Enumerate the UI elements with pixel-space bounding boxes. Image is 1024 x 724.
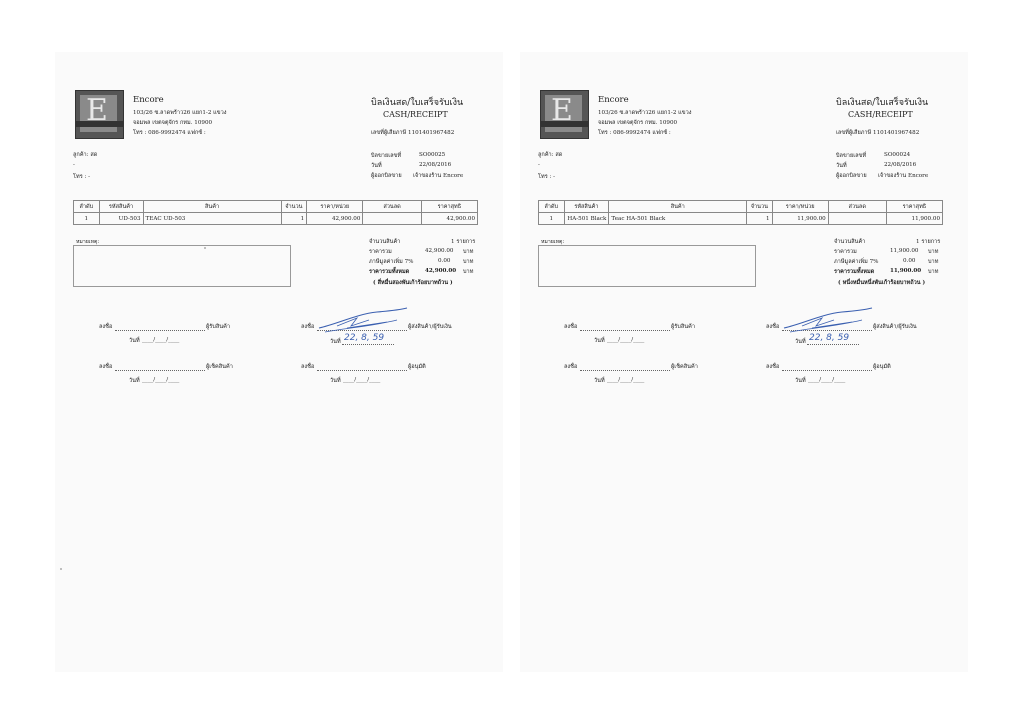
- summary-subtotal-value: 42,900.00: [425, 248, 454, 254]
- col-header-code: รหัสสินค้า: [99, 201, 143, 213]
- cell-code: HA-501 Black: [564, 213, 609, 225]
- summary-vat-value: 0.00: [903, 258, 916, 264]
- summary-count-value: 1 รายการ: [451, 239, 476, 245]
- approver-date-blank: ____/____/____: [808, 377, 846, 383]
- checker-date-label: วันที่: [129, 378, 140, 384]
- company-name: Encore: [133, 95, 164, 105]
- sign-label-approver: ลงชื่อ: [766, 364, 780, 370]
- col-header-unit-price: ราคา/หน่วย: [307, 201, 363, 213]
- cell-unit-price: 42,900.00: [307, 213, 363, 225]
- items-header-row: [74, 201, 478, 213]
- bill-date: 22/08/2016: [884, 162, 917, 168]
- sign-label-checker: ลงชื่อ: [564, 364, 578, 370]
- cell-discount: [828, 213, 886, 225]
- customer-phone: โทร : -: [538, 174, 556, 180]
- cell-net: 11,900.00: [886, 213, 942, 225]
- approver-date-label: วันที่: [795, 378, 806, 384]
- customer-phone: โทร : -: [73, 174, 91, 180]
- summary-total-unit: บาท: [463, 269, 474, 275]
- issuer-label: ผู้ออกบิลขาย: [371, 173, 402, 179]
- issuer: เจ้าของร้าน Encore: [878, 173, 929, 179]
- checker-date-label: วันที่: [594, 378, 605, 384]
- signature-mark: [317, 306, 409, 334]
- summary-count-value: 1 รายการ: [916, 239, 941, 245]
- col-header-unit-price: ราคา/หน่วย: [772, 201, 828, 213]
- items-table: [538, 200, 943, 225]
- note-label: หมายเหตุ:: [541, 239, 565, 245]
- sign-label-approver: ลงชื่อ: [301, 364, 315, 370]
- date-label: วันที่: [371, 163, 382, 169]
- company-phone: โทร : 086-9992474 แฟกซ์ :: [598, 130, 671, 136]
- receiver-role: ผู้รับสินค้า: [206, 324, 230, 330]
- summary-total-value: 42,900.00: [425, 268, 457, 274]
- customer-label: ลูกค้า: สด: [73, 152, 98, 158]
- cell-no: 1: [539, 213, 565, 225]
- col-header-net: ราคาสุทธิ: [886, 201, 942, 213]
- items-table: [73, 200, 478, 225]
- summary-count-label: จำนวนสินค้า: [369, 239, 401, 245]
- col-header-product: สินค้า: [143, 201, 281, 213]
- summary-vat-label: ภาษีมูลค่าเพิ่ม 7%: [834, 259, 879, 265]
- cell-qty: 1: [281, 213, 307, 225]
- company-address-line1: 103/26 ซ.ลาดพร้าว26 แยก1-2 แขวง: [133, 110, 227, 116]
- receiver-role: ผู้รับสินค้า: [671, 324, 695, 330]
- summary-vat-unit: บาท: [463, 259, 474, 265]
- summary-subtotal-unit: บาท: [463, 249, 474, 255]
- sign-label-checker: ลงชื่อ: [99, 364, 113, 370]
- summary-vat-label: ภาษีมูลค่าเพิ่ม 7%: [369, 259, 414, 265]
- cell-qty: 1: [747, 213, 773, 225]
- note-label: หมายเหตุ:: [76, 239, 100, 245]
- handwritten-date: 22, 8, 59: [344, 333, 385, 343]
- approver-role: ผู้อนุมัติ: [873, 364, 891, 370]
- summary-total-label: ราคารวมทั้งหมด: [369, 269, 410, 275]
- company-address-line1: 103/26 ซ.ลาดพร้าว26 แยก1-2 แขวง: [598, 110, 692, 116]
- col-header-no: ลำดับ: [539, 201, 565, 213]
- summary-subtotal-label: ราคารวม: [834, 249, 857, 255]
- customer-dash: -: [538, 162, 540, 168]
- col-header-qty: จำนวน: [747, 201, 773, 213]
- summary-vat-unit: บาท: [928, 259, 939, 265]
- summary-total-text: ( หนึ่งหมื่นหนึ่งพันเก้าร้อยบาทถ้วน ): [838, 280, 926, 286]
- receiver-date-blank: ____/____/____: [142, 337, 180, 343]
- bill-no: SO00025: [419, 152, 446, 158]
- cell-code: UD-503: [99, 213, 143, 225]
- checker-date-blank: ____/____/____: [607, 377, 645, 383]
- signature-mark: [782, 306, 874, 334]
- approver-role: ผู้อนุมัติ: [408, 364, 426, 370]
- col-header-code: รหัสสินค้า: [564, 201, 609, 213]
- cell-discount: [363, 213, 421, 225]
- summary-count-label: จำนวนสินค้า: [834, 239, 866, 245]
- sender-payee-role: ผู้ส่งสินค้า/ผู้รับเงิน: [873, 324, 917, 330]
- sign-label-receiver: ลงชื่อ: [564, 324, 578, 330]
- col-header-no: ลำดับ: [74, 201, 100, 213]
- items-header-row: [539, 201, 943, 213]
- receipt-sheet-left: [55, 52, 503, 672]
- company-address-line2: จอมพล เขตจตุจักร กทม. 10900: [133, 120, 213, 126]
- doc-title-en: CASH/RECEIPT: [848, 110, 913, 119]
- doc-title-th: บิลเงินสด/ใบเสร็จรับเงิน: [836, 98, 929, 108]
- sender-payee-role: ผู้ส่งสินค้า/ผู้รับเงิน: [408, 324, 452, 330]
- summary-total-value: 11,900.00: [890, 268, 922, 274]
- sign-label-sender: ลงชื่อ: [766, 324, 780, 330]
- company-logo: E: [540, 90, 589, 139]
- issuer-label: ผู้ออกบิลขาย: [836, 173, 867, 179]
- company-logo: E: [75, 90, 124, 139]
- handwritten-date: 22, 8, 59: [809, 333, 850, 343]
- note-box: [73, 239, 291, 287]
- col-header-product: สินค้า: [609, 201, 747, 213]
- bill-no-label: บิลขายเลขที่: [371, 153, 402, 159]
- receiver-date-label: วันที่: [594, 338, 605, 344]
- approver-date-label: วันที่: [330, 378, 341, 384]
- col-header-discount: ส่วนลด: [828, 201, 886, 213]
- cell-net: 42,900.00: [421, 213, 477, 225]
- table-row: [74, 213, 478, 225]
- customer-label: ลูกค้า: สด: [538, 152, 563, 158]
- tax-id: เลขที่ผู้เสียภาษี 1101401967482: [836, 130, 920, 136]
- summary-total-text: ( สี่หมื่นสองพันเก้าร้อยบาทถ้วน ): [373, 280, 453, 286]
- checker-role: ผู้เช็คสินค้า: [671, 364, 698, 370]
- receipt-sheet-right: [520, 52, 968, 672]
- issuer: เจ้าของร้าน Encore: [413, 173, 464, 179]
- sender-date-label: วันที่: [795, 339, 806, 345]
- tax-id: เลขที่ผู้เสียภาษี 1101401967482: [371, 130, 455, 136]
- doc-title-th: บิลเงินสด/ใบเสร็จรับเงิน: [371, 98, 464, 108]
- table-row: [539, 213, 943, 225]
- customer-dash: -: [73, 162, 75, 168]
- checker-date-blank: ____/____/____: [142, 377, 180, 383]
- sign-label-receiver: ลงชื่อ: [99, 324, 113, 330]
- cell-no: 1: [74, 213, 100, 225]
- bill-no: SO00024: [884, 152, 911, 158]
- summary-total-label: ราคารวมทั้งหมด: [834, 269, 875, 275]
- date-label: วันที่: [836, 163, 847, 169]
- sign-label-sender: ลงชื่อ: [301, 324, 315, 330]
- cell-unit-price: 11,900.00: [772, 213, 828, 225]
- approver-date-blank: ____/____/____: [343, 377, 381, 383]
- receiver-date-blank: ____/____/____: [607, 337, 645, 343]
- company-address-line2: จอมพล เขตจตุจักร กทม. 10900: [598, 120, 678, 126]
- doc-title-en: CASH/RECEIPT: [383, 110, 448, 119]
- company-name: Encore: [598, 95, 629, 105]
- note-box: [538, 239, 756, 287]
- summary-subtotal-value: 11,900.00: [890, 248, 919, 254]
- cell-product: Teac HA-501 Black: [609, 213, 747, 225]
- summary-subtotal-unit: บาท: [928, 249, 939, 255]
- receiver-date-label: วันที่: [129, 338, 140, 344]
- summary-subtotal-label: ราคารวม: [369, 249, 392, 255]
- bill-no-label: บิลขายเลขที่: [836, 153, 867, 159]
- cell-product: TEAC UD-503: [143, 213, 281, 225]
- company-phone: โทร : 086-9992474 แฟกซ์ :: [133, 130, 206, 136]
- summary-vat-value: 0.00: [438, 258, 451, 264]
- checker-role: ผู้เช็คสินค้า: [206, 364, 233, 370]
- bill-date: 22/08/2016: [419, 162, 452, 168]
- col-header-net: ราคาสุทธิ: [421, 201, 477, 213]
- sender-date-label: วันที่: [330, 339, 341, 345]
- col-header-qty: จำนวน: [281, 201, 307, 213]
- summary-total-unit: บาท: [928, 269, 939, 275]
- col-header-discount: ส่วนลด: [363, 201, 421, 213]
